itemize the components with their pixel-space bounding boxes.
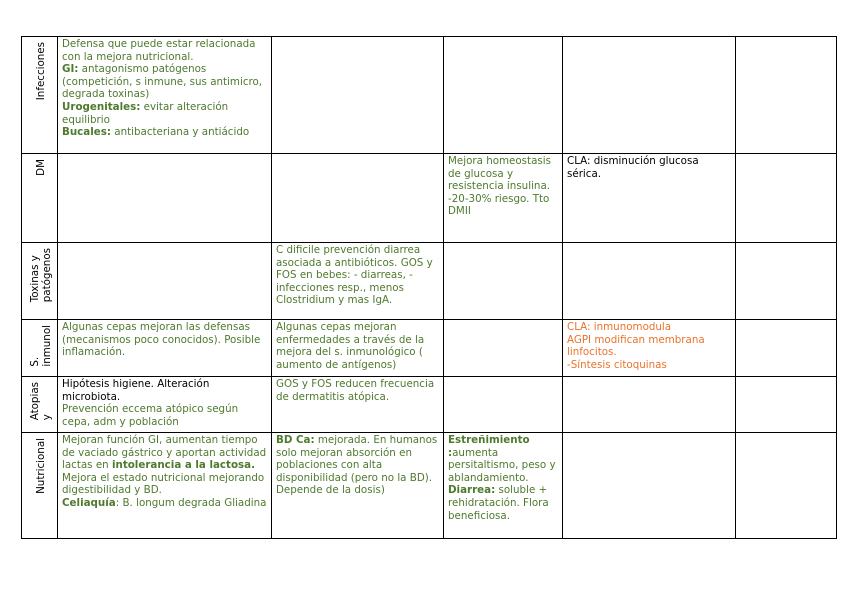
- cell-dm-4: CLA: disminución glucosa sérica.: [563, 154, 736, 243]
- label-urogenitales: Urogenitales:: [62, 100, 141, 113]
- cell-inmunol-3: [444, 320, 563, 377]
- text-gi: antagonismo patógenos (competición, s inmune, sus antimicro, degrada toxinas): [62, 63, 263, 101]
- label-diarrea: Diarrea:: [448, 484, 496, 497]
- cell-inmunol-5: [736, 320, 837, 377]
- cell-toxinas-5: [736, 243, 837, 320]
- cell-inmunol-2: Algunas cepas mejoran enfermedades a través de la mejora del s. inmunológico ( aumento de antígenos): [272, 320, 444, 377]
- label-toxinas-l2: patógenos: [40, 248, 53, 303]
- comparison-table: [21, 36, 837, 539]
- cell-toxinas-3: [444, 243, 563, 320]
- cell-inmunol-4: [563, 320, 736, 377]
- label-celiaquia: Celiaquía: [62, 496, 116, 509]
- cell-nutricional-1: [58, 433, 272, 539]
- text-intolerancia: intolerancia a la lactosa.: [111, 459, 256, 472]
- row-header-inmunol: [22, 320, 58, 377]
- cell-toxinas-1: [58, 243, 272, 320]
- text-cla-inmuno: CLA: inmunomodula: [567, 321, 672, 333]
- text-citoquinas: -Síntesis citoquinas: [567, 358, 667, 371]
- label-bucales: Bucales:: [62, 126, 111, 139]
- cell-nutricional-2: [272, 433, 444, 539]
- label-atopias-l2: y: [40, 414, 53, 421]
- label-inmunol-l2: inmunol: [40, 325, 53, 367]
- text-funcion-gi: Mejoran función GI, aumentan tiempo de vaciado gástrico y aportan actividad lactas en: [62, 434, 267, 472]
- cell-inmunol-1: Algunas cepas mejoran las defensas (mecanismos poco conocidos). Posible inflamación.: [58, 320, 272, 377]
- cell-atopias-4: [563, 377, 736, 433]
- text-defensa: Defensa que puede estar relacionada con la mejora nutricional.: [62, 38, 256, 63]
- cell-infecciones-3: [444, 37, 563, 154]
- row-toxinas: [22, 243, 837, 320]
- row-atopias: [22, 377, 837, 433]
- row-header-infecciones: Infecciones: [22, 37, 58, 154]
- row-nutricional: [22, 433, 837, 539]
- cell-nutricional-3: [444, 433, 563, 539]
- text-bucales: antibacteriana y antiácido: [111, 126, 250, 139]
- cell-toxinas-4: [563, 243, 736, 320]
- row-dm: [22, 154, 837, 243]
- cell-nutricional-4: [563, 433, 736, 539]
- cell-dm-2: [272, 154, 444, 243]
- text-bd-ca: mejorada. En humanos solo mejoran absorción en poblaciones con alta disponibilidad (pero no la BD). Depende de la dosis): [276, 434, 438, 497]
- cell-dm-3: Mejora homeostasis de glucosa y resistencia insulina. -20-30% riesgo. Tto DMII: [444, 154, 563, 243]
- cell-dm-1: [58, 154, 272, 243]
- label-toxinas-l1: Toxinas y: [28, 255, 41, 303]
- text-agpi: AGPI modifican membrana linfocitos.: [567, 333, 705, 359]
- label-estrenimiento: Estreñimiento :: [448, 434, 530, 459]
- cell-atopias-1: [58, 377, 272, 433]
- label-gi: GI:: [62, 63, 79, 76]
- text-eccema: Prevención eccema atópico según cepa, adm y población: [62, 403, 239, 428]
- cell-dm-5: [736, 154, 837, 243]
- label-inmunol-l1: S.: [28, 356, 41, 367]
- text-urogenitales: evitar alteración equilibrio: [62, 100, 229, 126]
- text-celiaquia: : B. longum degrada Gliadina: [115, 496, 267, 509]
- text-estado-nutricional: Mejora el estado nutricional mejorando digestibilidad y BD.: [62, 471, 265, 497]
- row-header-atopias: [22, 377, 58, 433]
- cell-infecciones-5: [736, 37, 837, 154]
- row-header-dm: DM: [22, 154, 58, 243]
- row-inmunol: [22, 320, 837, 377]
- label-atopias-l1: Atopias: [28, 382, 41, 421]
- row-header-nutricional: Nutricional: [22, 433, 58, 539]
- cell-infecciones-4: [563, 37, 736, 154]
- row-header-toxinas: [22, 243, 58, 320]
- cell-infecciones-2: [272, 37, 444, 154]
- cell-infecciones-1: [58, 37, 272, 154]
- row-infecciones: [22, 37, 837, 154]
- label-bd-ca: BD Ca:: [276, 434, 315, 446]
- cell-toxinas-2: C dificile prevención diarrea asociada a antibióticos. GOS y FOS en bebes: - diarreas, - infecciones resp., menos Clostridium y mas IgA.: [272, 243, 444, 320]
- text-hipotesis: Hipótesis higiene. Alteración microbiota.: [62, 378, 210, 403]
- cell-atopias-2: GOS y FOS reducen frecuencia de dermatitis atópica.: [272, 377, 444, 433]
- cell-atopias-5: [736, 377, 837, 433]
- cell-nutricional-5: [736, 433, 837, 539]
- text-diarrea: soluble + rehidratación. Flora beneficiosa.: [448, 484, 549, 522]
- cell-atopias-3: [444, 377, 563, 433]
- text-estrenimiento: aumenta persitaltismo, peso y ablandamiento.: [448, 446, 556, 484]
